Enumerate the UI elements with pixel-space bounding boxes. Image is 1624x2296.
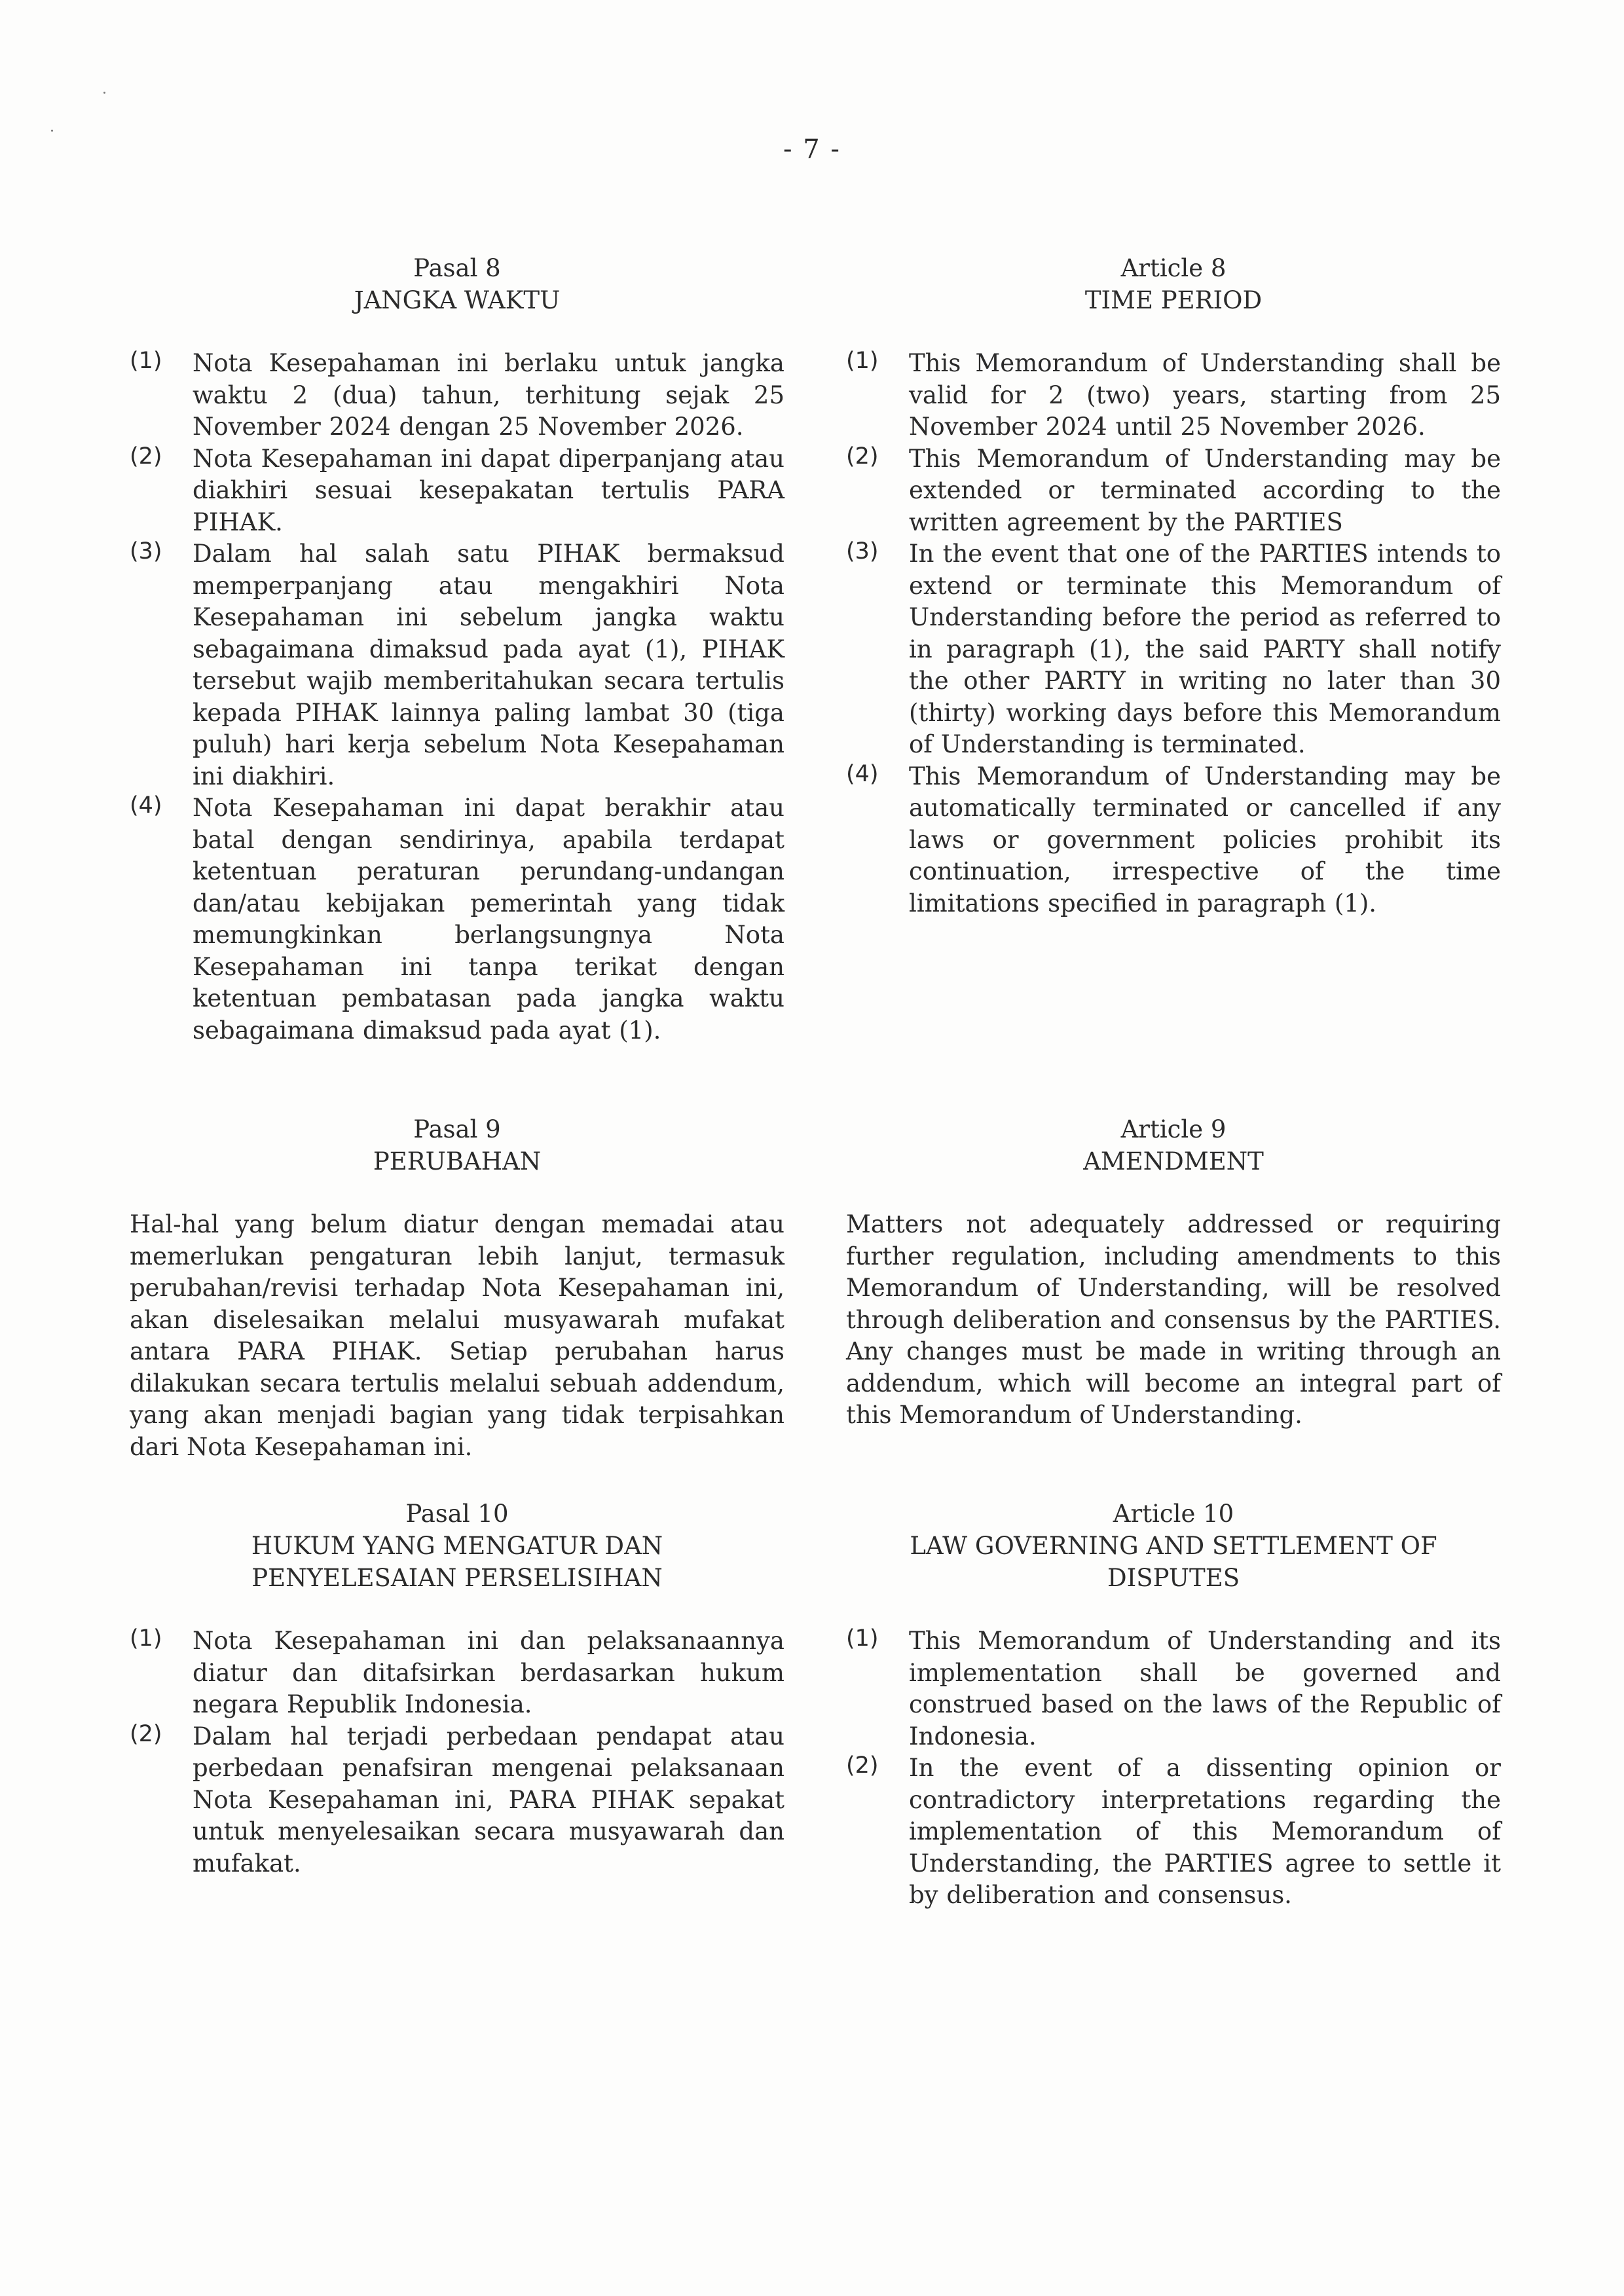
clause — [846, 1752, 1501, 1912]
scan-speck — [51, 130, 53, 132]
clause-number: (2) — [846, 443, 879, 470]
pasal-9-heading — [130, 1113, 784, 1177]
clause-number: (2) — [130, 443, 162, 470]
pasal-9-subtitle: PERUBAHAN — [373, 1147, 542, 1176]
clause — [130, 1721, 784, 1880]
pasal-10-subtitle-line-2: PENYELESAIAN PERSELISIHAN — [251, 1564, 663, 1592]
clause-number: (3) — [846, 538, 879, 565]
clause-text: This Memorandum of Understanding may be extended or terminated according to the written agreement by the PARTIES — [909, 444, 1501, 536]
pasal-10-clauses — [130, 1625, 784, 1879]
clause — [846, 348, 1501, 443]
clause-number: (1) — [130, 1625, 162, 1652]
clause — [846, 1625, 1501, 1752]
clause-number: (4) — [130, 792, 162, 819]
article-10-title: Article 10 — [1113, 1500, 1234, 1528]
pasal-8-subtitle: JANGKA WAKTU — [354, 286, 561, 314]
clause — [130, 792, 784, 1046]
clause-number: (2) — [130, 1720, 162, 1747]
pasal-9-section — [130, 1113, 784, 1463]
clause-text: Nota Kesepahaman ini dan pelaksanaannya diatur dan ditafsirkan berdasarkan hukum negara Republik Indonesia. — [193, 1627, 784, 1718]
article-8-clauses — [846, 348, 1501, 919]
pasal-9-text: Hal-hal yang belum diatur dengan memadai atau memerlukan pengaturan lebih lanjut, termasuk perubahan/revisi terhadap Nota Kesepahaman ini, akan diselesaikan melalui musyawarah mufakat antara PARA PIHAK. Setiap perubahan harus dilakukan secara tertulis melalui sebuah addendum, yang akan menjadi bagian yang tidak terpisahkan dari Nota Kesepahaman ini. — [130, 1210, 784, 1461]
clause — [130, 348, 784, 443]
pasal-10-section — [130, 1498, 784, 1879]
clause-text: Nota Kesepahaman ini berlaku untuk jangka waktu 2 (dua) tahun, terhitung sejak 25 November 2024 dengan 25 November 2026. — [193, 349, 784, 441]
clause — [846, 761, 1501, 920]
clause-number: (3) — [130, 538, 162, 565]
clause-number: (1) — [846, 1625, 879, 1652]
clause-text: This Memorandum of Understanding and its implementation shall be governed and construed based on the laws of the Republic of Indonesia. — [909, 1627, 1501, 1750]
article-8-subtitle: TIME PERIOD — [1084, 286, 1263, 314]
pasal-10-title: Pasal 10 — [405, 1500, 509, 1528]
pasal-10-heading — [130, 1498, 784, 1594]
pasal-9-title: Pasal 9 — [413, 1115, 501, 1143]
page-number: - 7 - — [783, 134, 841, 164]
clause-text: Nota Kesepahaman ini dapat diperpanjang atau diakhiri sesuai kesepakatan tertulis PARA PIHAK. — [193, 444, 784, 536]
article-9-text: Matters not adequately addressed or requiring further regulation, including amendments to this Memorandum of Understanding, will be resolved through deliberation and consensus by the PARTIES. Any changes must be made in writing through an addendum, which will become an integral part of this Memorandum of Understanding. — [846, 1210, 1501, 1429]
article-10-section — [846, 1498, 1501, 1912]
pasal-8-heading — [130, 252, 784, 316]
article-9-title: Article 9 — [1120, 1115, 1227, 1143]
clause — [846, 443, 1501, 539]
clause — [130, 1625, 784, 1721]
article-9-subtitle: AMENDMENT — [1083, 1147, 1264, 1176]
pasal-10-subtitle-line-1: HUKUM YANG MENGATUR DAN — [251, 1532, 663, 1560]
clause-text: Nota Kesepahaman ini dapat berakhir atau batal dengan sendirinya, apabila terdapat ketentuan peraturan perundang-undangan dan/atau kebijakan pemerintah yang tidak memungkinkan berlangsungnya Nota Kesepahaman ini tanpa terikat dengan ketentuan pembatasan pada jangka waktu sebagaimana dimaksud pada ayat (1). — [193, 794, 784, 1045]
clause-number: (4) — [846, 760, 879, 787]
pasal-8-section — [130, 252, 784, 1046]
clause-number: (1) — [130, 348, 162, 374]
article-8-title: Article 8 — [1120, 254, 1227, 282]
clause-text: Dalam hal terjadi perbedaan pendapat atau perbedaan penafsiran mengenai pelaksanaan Nota Kesepahaman ini, PARA PIHAK sepakat untuk menyelesaikan secara musyawarah dan mufakat. — [193, 1722, 784, 1878]
article-10-subtitle-line-2: DISPUTES — [1107, 1564, 1240, 1592]
clause-number: (1) — [846, 348, 879, 374]
article-10-subtitle-line-1: LAW GOVERNING AND SETTLEMENT OF — [910, 1532, 1437, 1560]
clause-text: In the event of a dissenting opinion or contradictory interpretations regarding the implementation of this Memorandum of Understanding, the PARTIES agree to settle it by deliberation and consensus. — [909, 1754, 1501, 1909]
article-9-heading — [846, 1113, 1501, 1177]
pasal-8-clauses — [130, 348, 784, 1046]
scan-speck — [103, 92, 105, 94]
article-8-heading — [846, 252, 1501, 316]
article-9-section — [846, 1113, 1501, 1432]
clause-text: This Memorandum of Understanding may be automatically terminated or cancelled if any laws or government policies prohibit its continuation, irrespective of the time limitations specified in paragraph (1). — [909, 762, 1501, 917]
article-8-section — [846, 252, 1501, 919]
article-10-clauses — [846, 1625, 1501, 1912]
clause-text: In the event that one of the PARTIES intends to extend or terminate this Memorandum of Understanding before the period as referred to in paragraph (1), the said PARTY shall notify the other PARTY in writing no later than 30 (thirty) working days before this Memorandum of Understanding is terminated. — [909, 540, 1501, 758]
clause-number: (2) — [846, 1752, 879, 1779]
clause-text: This Memorandum of Understanding shall be valid for 2 (two) years, starting from 25 November 2024 until 25 November 2026. — [909, 349, 1501, 441]
clause — [130, 443, 784, 539]
clause — [846, 538, 1501, 761]
article-10-heading — [846, 1498, 1501, 1594]
clause — [130, 538, 784, 792]
clause-text: Dalam hal salah satu PIHAK bermaksud memperpanjang atau mengakhiri Nota Kesepahaman ini sebelum jangka waktu sebagaimana dimaksud pada ayat (1), PIHAK tersebut wajib memberitahukan secara tertulis kepada PIHAK lainnya paling lambat 30 (tiga puluh) hari kerja sebelum Nota Kesepahaman ini diakhiri. — [193, 540, 784, 790]
pasal-8-title: Pasal 8 — [413, 254, 501, 282]
